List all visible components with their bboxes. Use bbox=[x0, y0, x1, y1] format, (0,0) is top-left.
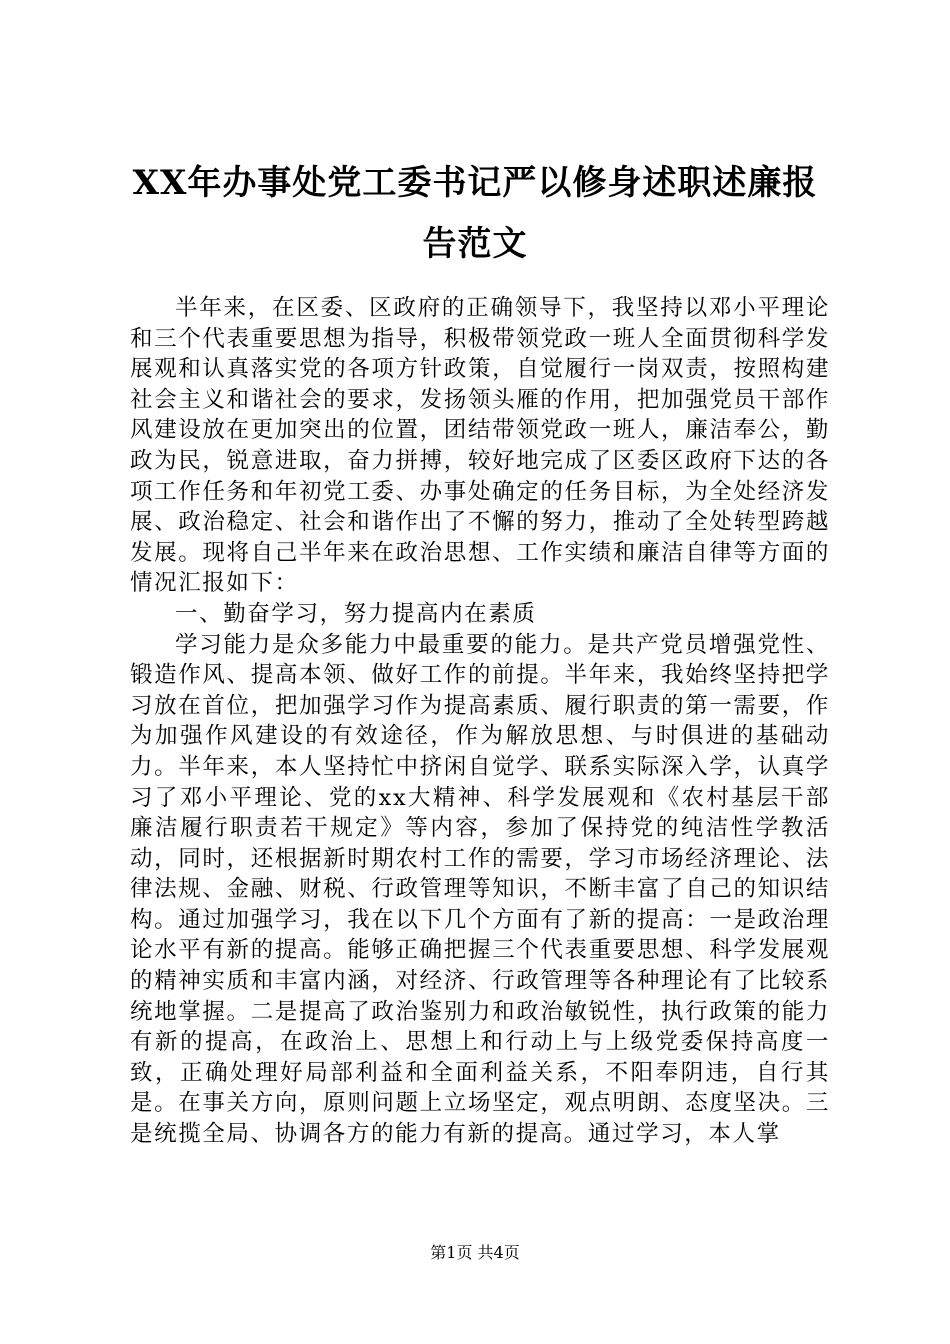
intro-paragraph: 半年来，在区委、区政府的正确领导下，我坚持以邓小平理论和三个代表重要思想为指导，积极带领党政一班人全面贯彻科学发展观和认真落实党的各项方针政策，自觉履行一岗双责，按照构建社会主义和谐社会的要求，发扬领头雁的作用，把加强党员干部作风建设放在更加突出的位置，团结带领党政一班人，廉洁奉公，勤政为民，锐意进取，奋力拼搏，较好地完成了区委区政府下达的各项工作任务和年初党工委、办事处确定的任务目标，为全处经济发展、政治稳定、社会和谐作出了不懈的努力，推动了全处转型跨越发展。现将自己半年来在政治思想、工作实绩和廉洁自律等方面的情况汇报如下： bbox=[130, 295, 830, 597]
document-title-line-1: XX年办事处党工委书记严以修身述职述廉报 bbox=[132, 163, 818, 203]
page-footer: 第1页 共4页 bbox=[430, 1243, 520, 1262]
section-heading: 一、勤奋学习，努力提高内在素质 bbox=[175, 600, 537, 627]
document-body bbox=[130, 293, 830, 1150]
document-title-line-2: 告范文 bbox=[422, 224, 528, 264]
study-paragraph: 学习能力是众多能力中最重要的能力。是共产党员增强党性、锻造作风、提高本领、做好工作的前提。半年来，我始终坚持把学习放在首位，把加强学习作为提高素质、履行职责的第一需要，作为加强作风建设的有效途径，作为解放思想、与时俱进的基础动力。半年来，本人坚持忙中挤闲自觉学、联系实际深入学，认真学习了邓小平理论、党的xx大精神、科学发展观和《农村基层干部廉洁履行职责若干规定》等内容，参加了保持党的纯洁性学教活动，同时，还根据新时期农村工作的需要，学习市场经济理论、法律法规、金融、财税、行政管理等知识，不断丰富了自己的知识结构。通过加强学习，我在以下几个方面有了新的提高：一是政治理论水平有新的提高。能够正确把握三个代表重要思想、科学发展观的精神实质和丰富内涵，对经济、行政管理等各种理论有了比较系统地掌握。二是提高了政治鉴别力和政治敏锐性，执行政策的能力有新的提高，在政治上、思想上和行动上与上级党委保持高度一致，正确处理好局部利益和全面利益关系，不阳奉阴违，自行其是。在事关方向，原则问题上立场坚定，观点明朗、态度坚决。三是统揽全局、协调各方的能力有新的提高。通过学习，本人掌 bbox=[130, 631, 830, 1148]
